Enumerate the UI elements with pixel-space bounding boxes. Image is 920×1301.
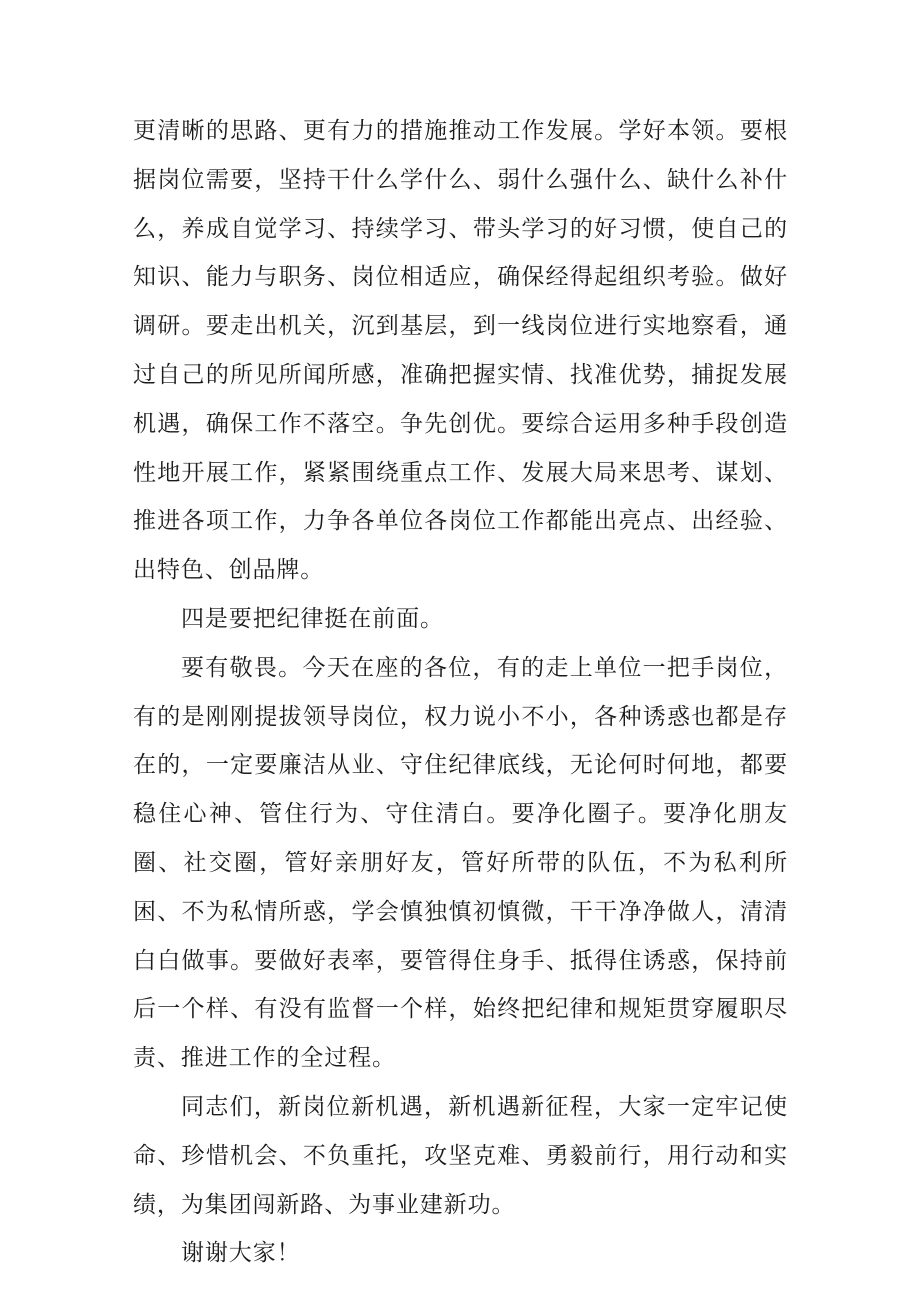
paragraph-section-heading: 四是要把纪律挺在前面。 — [181, 605, 444, 632]
paragraph-continuation: 更清晰的思路、更有力的措施推动工作发展。学好本领。要根据岗位需要，坚持干什么学什么、弱什么强什么、缺什么补什么，养成自觉学习、持续学习、带头学习的好习惯，使自己的知识、能力与职务、岗位相适应，确保经得起组织考验。做好调研。要走出机关，沉到基层，到一线岗位进行实地察看，通过自己的所见所闻所感，准确把握实情、找准优势，捕捉发展机遇，确保工作不落空。争先创优。要综合运用多种手段创造性地开展工作，紧紧围绕重点工作、发展大局来思考、谋划、推进各项工作，力争各单位各岗位工作都能出亮点、出经验、出特色、创品牌。 — [133, 118, 788, 584]
paragraph-discipline: 要有敬畏。今天在座的各位，有的走上单位一把手岗位，有的是刚刚提拔领导岗位，权力说小不小，各种诱惑也都是存在的，一定要廉洁从业、守住纪律底线，无论何时何地，都要稳住心神、管住行为、守住清白。要净化圈子。要净化朋友圈、社交圈，管好亲朋好友，管好所带的队伍，不为私利所困、不为私情所惑，学会慎独慎初慎微，干干净净做人，清清白白做事。要做好表率，要管得住身手、抵得住诱惑，保持前后一个样、有没有监督一个样，始终把纪律和规矩贯穿履职尽责、推进工作的全过程。 — [133, 654, 788, 1072]
paragraph-thanks: 谢谢大家！ — [181, 1240, 301, 1267]
document-body — [133, 107, 788, 1278]
paragraph-closing-call: 同志们，新岗位新机遇，新机遇新征程，大家一定牢记使命、珍惜机会、不负重托，攻坚克难、勇毅前行，用行动和实绩，为集团闯新路、为事业建新功。 — [133, 1093, 788, 1218]
